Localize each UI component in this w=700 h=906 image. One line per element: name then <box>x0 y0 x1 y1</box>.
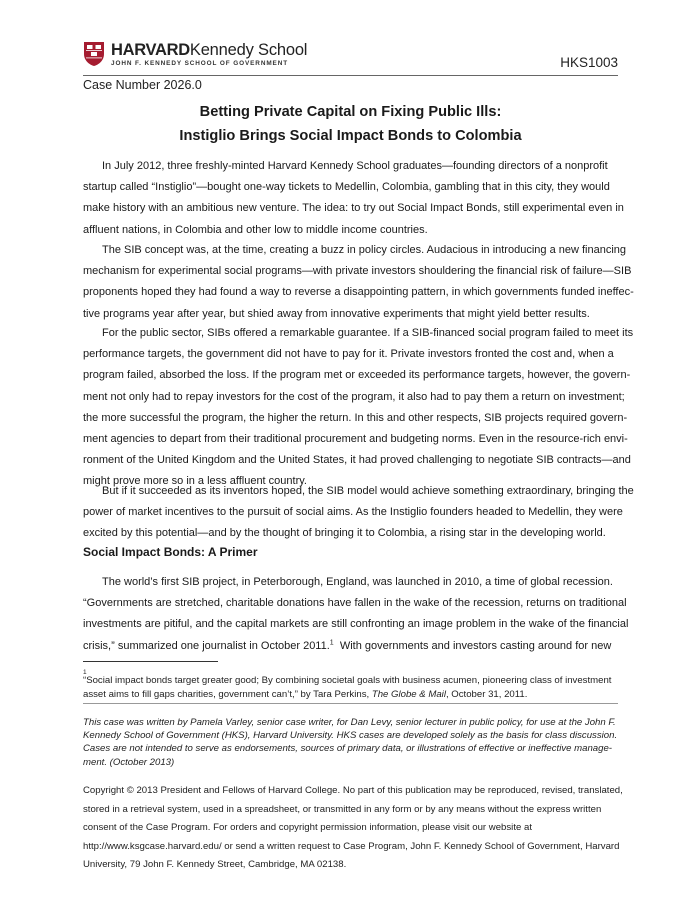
copyright-line: http://www.ksgcase.harvard.edu/ or send a written request to Case Program, John F. Kennedy School of Government, Harvard <box>83 840 620 852</box>
disclaimer-line: Kennedy School of Government (HKS), Harvard University. HKS cases are developed solely as the basis for class discussion. <box>83 730 618 742</box>
footnote-bottom-divider <box>83 703 618 704</box>
copyright-line: University, 79 John F. Kennedy Street, Cambridge, MA 02138. <box>83 859 347 871</box>
text-line: “Governments are stretched, charitable donations have fallen in the wake of the recession, returns on traditional <box>83 597 627 610</box>
text-line <box>83 636 618 657</box>
paragraph-1 <box>83 156 624 241</box>
title-line-2: Instiglio Brings Social Impact Bonds to Colombia <box>179 128 522 144</box>
footnote-text: , October 31, 2011. <box>445 689 528 700</box>
footnote-mark: 1 <box>83 669 87 676</box>
disclaimer-line: ment. (October 2013) <box>83 756 175 768</box>
text-line: proponents hoped they had found a way to reverse a disappointing pattern, in which governments funded ineffec- <box>83 286 634 299</box>
text-line: performance targets, the government did not have to pay for it. Private investors fronted the cost and, when a <box>83 348 614 361</box>
paragraph-4 <box>83 481 634 545</box>
text-line: The SIB concept was, at the time, creating a buzz in policy circles. Audacious in introducing a new financing <box>102 244 627 256</box>
text-line: The world’s first SIB project, in Peterborough, England, was launched in 2010, a time of global recession. <box>102 576 613 588</box>
publication-name: The Globe & Mail <box>371 689 446 700</box>
text-line: make history with an ambitious new venture. The idea: to try out Social Impact Bonds, still experimental even in <box>83 202 624 215</box>
text-line: power of market incentives to the pursuit of social aims. As the Instiglio founders headed to Medellin, they were <box>83 506 623 519</box>
text-line: might prove more so in a less affluent country. <box>83 475 307 488</box>
text-segment: crisis,” summarized one journalist in October 2011. <box>83 639 330 652</box>
paragraph-2 <box>83 240 634 325</box>
logo-wordmark: HARVARDKennedy School <box>111 41 308 59</box>
text-line: investments are pitiful, and the capital markets are still confronting an image problem in the wake of the financial <box>83 618 629 631</box>
footnote-reference[interactable]: 1 <box>329 638 334 646</box>
text-line: tive programs year after year, but shied away from innovative experiments that might yield better results. <box>83 307 590 320</box>
footnote-line <box>83 688 618 702</box>
disclaimer-line: Cases are not intended to serve as endorsements, sources of primary data, or illustrations of effective or ineffective manage- <box>83 743 612 755</box>
case-number: Case Number 2026.0 <box>83 78 202 92</box>
copyright-line: stored in a retrieval system, used in a spreadsheet, or transmitted in any form or by any means without the express written <box>83 803 602 815</box>
paragraph-3 <box>83 323 634 493</box>
case-code: HKS1003 <box>560 55 618 70</box>
copyright-line: consent of the Case Program. For orders and copyright permission information, please visit our website at <box>83 822 532 834</box>
text-line: startup called “Instiglio”—bought one-way tickets to Medellin, Colombia, gambling that in this city, they would <box>83 181 610 194</box>
logo-subtitle: JOHN F. KENNEDY SCHOOL OF GOVERNMENT <box>111 60 289 67</box>
section-paragraph <box>83 572 629 657</box>
footnote-text: asset aims to fill gaps charities, government can’t,” by Tara Perkins, <box>83 689 372 700</box>
header-divider <box>83 75 618 76</box>
text-line: In July 2012, three freshly-minted Harvard Kennedy School graduates—founding directors of a nonprofit <box>102 160 608 172</box>
text-line: program failed, absorbed the loss. If the program met or exceeded its performance targets, however, the govern- <box>83 369 631 382</box>
copyright-notice <box>83 782 623 875</box>
copyright-line: Copyright © 2013 President and Fellows of Harvard College. No part of this publication may be reproduced, revised, translated, <box>83 785 623 796</box>
text-line: ment agencies to depart from their traditional procurement and budgeting norms. Even in the resource-rich envi- <box>83 433 628 446</box>
text-line: mechanism for experimental social programs—with private investors shouldering the financial risk of failure—SIB <box>83 265 632 278</box>
text-line: ment not only had to repay investors for the cost of the program, it also had to pay them a return on investment; <box>83 390 625 403</box>
text-line: But if it succeeded as its inventors hoped, the SIB model would achieve something extraordinary, bringing the <box>102 485 634 497</box>
disclaimer-line: This case was written by Pamela Varley, senior case writer, for Dan Levy, senior lecturer in public policy, for use at the John F. <box>83 717 616 728</box>
page-header <box>83 40 618 74</box>
harvard-shield-icon <box>83 41 105 67</box>
text-segment: With governments and investors casting around for new <box>339 639 612 652</box>
footnote <box>83 666 618 702</box>
case-disclaimer <box>83 716 618 769</box>
footnote-line: “Social impact bonds target greater good; By combining societal goals with business acumen, pioneering class of investment <box>83 675 612 686</box>
title-line-1: Betting Private Capital on Fixing Public Ills: <box>199 104 502 120</box>
footnote-divider <box>83 661 218 662</box>
text-line: the more successful the program, the higher the return. In this and other respects, SIB projects required govern- <box>83 411 628 424</box>
text-line: For the public sector, SIBs offered a remarkable guarantee. If a SIB-financed social program failed to meet its <box>102 327 634 339</box>
section-heading: Social Impact Bonds: A Primer <box>83 545 258 559</box>
text-line: ronment of the United Kingdom and the United States, it had proved challenging to negotiate SIB contracts—and <box>83 454 631 467</box>
text-line: affluent nations, in Colombia and other low to middle income countries. <box>83 223 428 236</box>
text-line: excited by this potential—and by the thought of bringing it to Colombia, a rising star in the developing world. <box>83 527 606 540</box>
